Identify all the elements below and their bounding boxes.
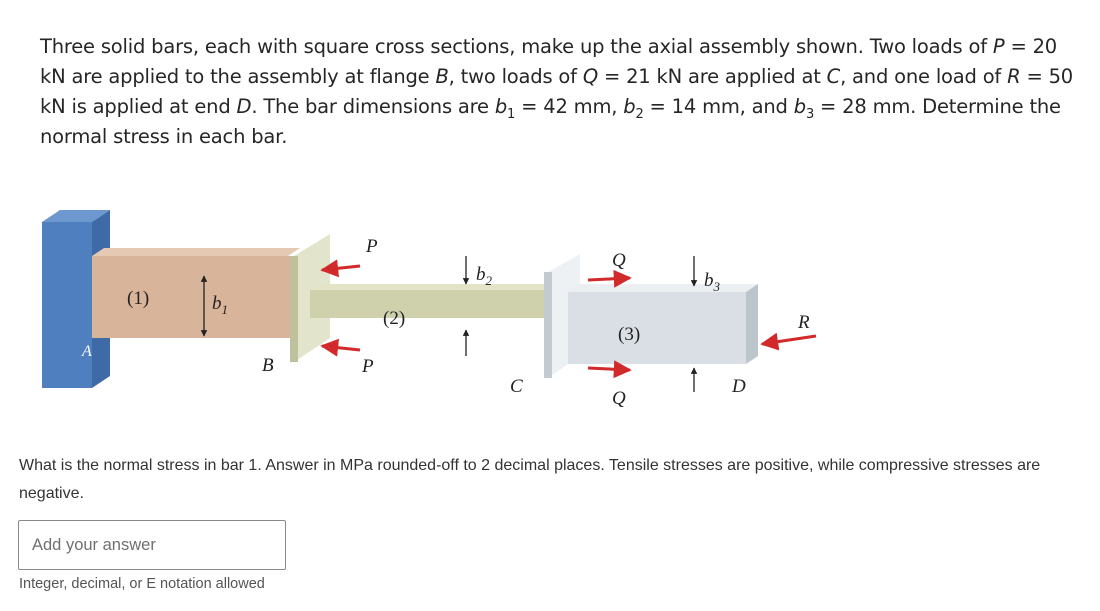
axial-assembly-figure — [40, 196, 840, 424]
bar-3-label: (3) — [618, 324, 641, 345]
load-R-arrow — [762, 336, 816, 344]
load-P-bottom-arrow — [322, 346, 360, 350]
bar-1 — [92, 248, 300, 376]
label-D: D — [732, 376, 746, 397]
answer-input[interactable] — [18, 520, 286, 570]
problem-text: Three solid bars, each with square cross sections, make up the axial assembly shown. Two loads of P = 20 kN are applied to the assembly at flange B, two loads of Q = 21 kN are applied at C, and one load of R = 50 kN is applied at end D. The bar dimensions are $b_1 = 42$ mm, $b_2 = 14$ mm, and $b_3 = 28$ mm. Determine the normal stress in each bar. — [40, 35, 1074, 148]
dim-b1: $b_1$ — [212, 293, 228, 317]
dim-b3: $b_3$ — [704, 270, 720, 294]
label-Q-bottom: Q — [612, 388, 626, 409]
dim-b2: $b_2$ — [476, 264, 492, 288]
label-P-top: P — [366, 236, 378, 257]
load-Q-top-arrow — [588, 278, 630, 280]
label-B: B — [262, 355, 274, 376]
answer-hint: Integer, decimal, or E notation allowed — [19, 576, 265, 592]
label-Q-top: Q — [612, 250, 626, 271]
label-R: R — [798, 312, 810, 333]
load-Q-bottom-arrow — [588, 368, 630, 370]
bar-2-label: (2) — [383, 308, 406, 329]
bar-1-label: (1) — [127, 288, 150, 309]
problem-statement — [40, 32, 1080, 152]
label-C: C — [510, 376, 523, 397]
assembly-diagram — [40, 196, 840, 424]
label-A: A — [82, 343, 92, 360]
bar-2 — [310, 256, 560, 397]
label-P-bottom: P — [362, 356, 374, 377]
question-text: What is the normal stress in bar 1. Answer in MPa rounded-off to 2 decimal places. Tensile stresses are positive, while compressive stresses are negative. — [19, 457, 1041, 502]
bar-3 — [568, 256, 758, 397]
